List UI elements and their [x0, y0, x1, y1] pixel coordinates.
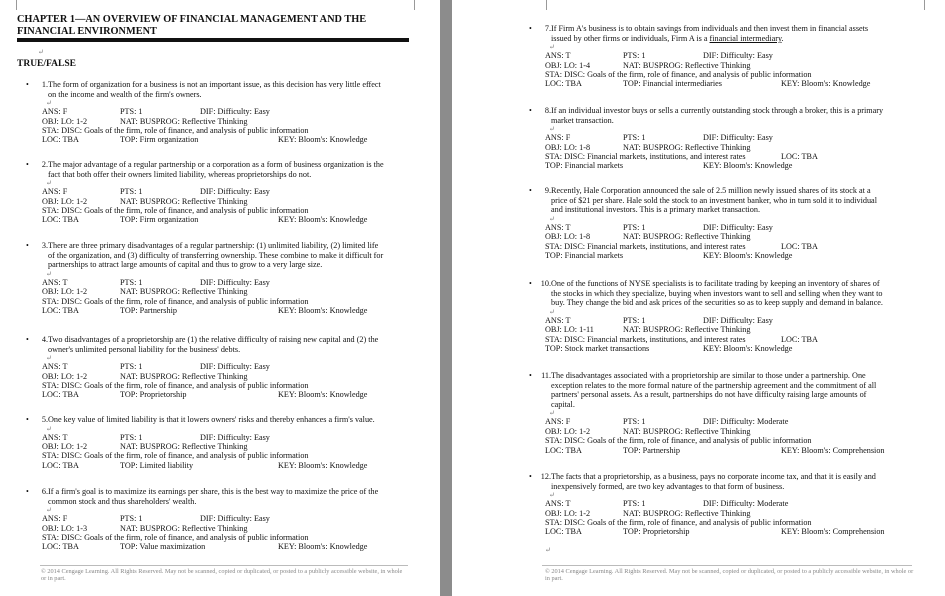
question-line: If an individual investor buys or sells a currently outstanding stock through a broker, this is a primary — [551, 106, 884, 115]
question-line: exception relates to the more formal nature of the partnership agreement and the commitment of all — [551, 380, 877, 390]
answer-meta-pts: PTS: 1 — [623, 417, 646, 427]
answer-meta-pts: PTS: 1 — [120, 187, 143, 197]
footer-rule — [40, 565, 408, 566]
answer-meta-nat: NAT: BUSPROG: Reflective Thinking — [623, 325, 751, 335]
question-number: 4. — [41, 335, 48, 344]
question-line: and institutional investors. This is a primary market transaction. — [551, 205, 761, 215]
answer-meta-sta: STA: DISC: Goals of the firm, role of finance, and analysis of public information — [42, 381, 309, 390]
bullet-icon: • — [26, 80, 29, 89]
question-text — [48, 80, 416, 99]
answer-meta-nat: NAT: BUSPROG: Reflective Thinking — [120, 287, 248, 297]
crop-mark — [6, 0, 17, 10]
paragraph-mark: ↵ — [549, 307, 555, 316]
question-number: 7. — [544, 24, 551, 33]
copyright-footer: © 2014 Cengage Learning. All Rights Reserved. May not be scanned, copied or duplicated, or posted to a publicly accessible website, in whole or in part. — [545, 568, 914, 583]
answer-meta-loc: LOC: TBA — [42, 460, 79, 470]
question-number: 3. — [41, 241, 48, 250]
answer-meta-obj: OBJ: LO: 1-2 — [42, 442, 88, 451]
answer-meta-ans: ANS: F — [42, 107, 68, 117]
answer-meta-pts: PTS: 1 — [623, 51, 646, 61]
answer-meta-dif: DIF: Difficulty: Easy — [200, 187, 270, 197]
answer-meta-nat: NAT: BUSPROG: Reflective Thinking — [120, 196, 248, 206]
answer-meta-ans: ANS: F — [42, 514, 68, 524]
answer-meta-sta: STA: DISC: Goals of the firm, role of finance, and analysis of public information — [42, 296, 309, 306]
answer-meta-nat: NAT: BUSPROG: Reflective Thinking — [623, 508, 751, 518]
answer-meta-dif: DIF: Difficulty: Easy — [703, 315, 773, 325]
answer-meta-ans: ANS: T — [545, 51, 571, 61]
answer-meta-pts: PTS: 1 — [623, 222, 646, 232]
answer-meta-obj: OBJ: LO: 1-4 — [545, 60, 591, 70]
answer-meta-top: TOP: Stock market transactions — [545, 344, 650, 353]
title-line: CHAPTER 1—AN OVERVIEW OF FINANCIAL MANAGEMENT AND THE — [17, 14, 367, 25]
question-text — [551, 24, 919, 43]
question-line: partnerships to attract large amounts of capital and thus to grow to a very large size. — [48, 260, 323, 270]
answer-meta-dif: DIF: Difficulty: Easy — [200, 277, 270, 287]
answer-meta-nat: NAT: BUSPROG: Reflective Thinking — [623, 60, 751, 70]
answer-meta-loc: LOC: TBA — [42, 390, 79, 400]
answer-meta-ans: ANS: F — [545, 417, 571, 427]
answer-meta-nat: NAT: BUSPROG: Reflective Thinking — [623, 232, 751, 242]
answer-meta-key: KEY: Bloom's: Comprehension — [781, 527, 885, 537]
question-line: partners' personal assets. As a result, partnerships do not have difficulty raising large amounts of — [551, 390, 867, 400]
question-number: 8. — [544, 106, 551, 115]
question-text — [48, 241, 416, 270]
answer-meta-pts: PTS: 1 — [120, 362, 143, 372]
answer-meta-sta: STA: DISC: Financial markets, institutions, and interest rates — [545, 334, 746, 344]
answer-meta-key: KEY: Bloom's: Knowledge — [278, 306, 368, 315]
answer-meta-obj: OBJ: LO: 1-2 — [42, 287, 88, 297]
answer-meta-ans: ANS: F — [42, 187, 68, 197]
right-page — [452, 0, 945, 596]
answer-meta-obj: OBJ: LO: 1-3 — [42, 523, 88, 533]
answer-meta-key: KEY: Bloom's: Knowledge — [703, 344, 793, 353]
question-line: There are three primary disadvantages of a regular partnership: (1) unlimited liability, (2) limited life — [48, 241, 379, 250]
answer-meta-obj: OBJ: LO: 1-8 — [545, 232, 591, 242]
paragraph-mark: ↵ — [549, 125, 555, 134]
question-line: One of the functions of NYSE specialists is to facilitate trading by keeping an inventory of shares of — [551, 279, 880, 288]
bullet-icon: • — [26, 335, 29, 344]
paragraph-mark: ↵ — [549, 43, 555, 52]
copyright-footer: © 2014 Cengage Learning. All Rights Reserved. May not be scanned, copied or duplicated, or posted to a publicly accessible website, in whole or in part. — [41, 568, 403, 583]
answer-meta-nat: NAT: BUSPROG: Reflective Thinking — [120, 371, 248, 381]
answer-meta-pts: PTS: 1 — [623, 133, 646, 143]
question-line: market transaction. — [551, 115, 614, 125]
question-text — [48, 415, 416, 425]
paragraph-mark: ↵ — [545, 546, 551, 554]
bullet-icon: • — [529, 186, 532, 195]
answer-meta-pts: PTS: 1 — [120, 432, 143, 442]
answer-meta-top: TOP: Financial markets — [545, 161, 624, 171]
answer-meta-ans: ANS: T — [42, 277, 68, 287]
crop-mark — [414, 0, 425, 10]
question-line: Two disadvantages of a proprietorship are (1) the relative difficulty of raising new capital and (2) the — [48, 335, 379, 344]
question-line: inexpensively formed, are two key advantages to that form of business. — [551, 481, 785, 491]
answer-meta-obj: OBJ: LO: 1-2 — [42, 116, 88, 126]
answer-meta-obj: OBJ: LO: 1-2 — [545, 508, 591, 518]
question-text — [48, 335, 416, 354]
question-line: The facts that a proprietorship, as a business, pays no corporate income tax, and that it is easily and — [551, 472, 876, 481]
question-number: 2. — [41, 160, 48, 169]
answer-meta-sta: STA: DISC: Goals of the firm, role of finance, and analysis of public information — [545, 70, 812, 79]
question-line: of the organization, and (3) difficulty of transferring ownership. These combine to make it difficult for — [48, 250, 384, 260]
answer-meta-top: TOP: Firm organization — [120, 135, 199, 145]
answer-meta-key: KEY: Bloom's: Knowledge — [278, 390, 368, 400]
answer-meta-top: TOP: Partnership — [120, 306, 177, 315]
paragraph-mark: ↵ — [46, 354, 52, 363]
paragraph-mark: ↵ — [46, 424, 52, 433]
answer-meta-ans: ANS: T — [42, 362, 68, 372]
answer-meta-dif: DIF: Difficulty: Easy — [200, 362, 270, 372]
answer-meta-obj: OBJ: LO: 1-2 — [42, 371, 88, 381]
answer-meta-loc: LOC: TBA — [42, 306, 79, 315]
answer-meta-pts: PTS: 1 — [120, 514, 143, 524]
answer-meta-top: TOP: Proprietorship — [120, 390, 187, 400]
bullet-icon: • — [26, 487, 29, 496]
answer-meta-pts: PTS: 1 — [120, 277, 143, 287]
answer-meta-pts: PTS: 1 — [623, 315, 646, 325]
answer-meta-nat: NAT: BUSPROG: Reflective Thinking — [120, 523, 248, 533]
title-rule — [17, 38, 409, 42]
question-line: owner's unlimited personal liability for the business' debts. — [48, 344, 241, 354]
answer-meta-ans: ANS: T — [545, 315, 571, 325]
answer-meta-sta: STA: DISC: Goals of the firm, role of finance, and analysis of public information — [545, 518, 812, 527]
question-text — [551, 106, 919, 125]
answer-meta-key: KEY: Bloom's: Knowledge — [278, 542, 368, 552]
question-text — [551, 472, 919, 491]
question-line: fact that both offer their owners limited liability, whereas proprietorships do not. — [48, 169, 312, 179]
bullet-icon: • — [529, 371, 532, 380]
paragraph-mark: ↵ — [46, 179, 52, 188]
bullet-icon: • — [529, 24, 532, 33]
answer-meta-nat: NAT: BUSPROG: Reflective Thinking — [623, 142, 751, 152]
answer-meta-dif: DIF: Difficulty: Moderate — [703, 417, 789, 427]
answer-meta-sta: STA: DISC: Goals of the firm, role of finance, and analysis of public information — [545, 436, 812, 446]
bullet-icon: • — [26, 415, 29, 424]
underlined-term: financial intermediary — [709, 33, 782, 43]
answer-meta-key: KEY: Bloom's: Knowledge — [278, 215, 368, 225]
answer-meta-sta: STA: DISC: Goals of the firm, role of finance, and analysis of public information — [42, 533, 309, 542]
answer-meta-obj: OBJ: LO: 1-11 — [545, 325, 594, 335]
answer-meta-loc2: LOC: TBA — [781, 152, 818, 161]
paragraph-mark: ↵ — [549, 409, 555, 418]
question-text — [551, 186, 919, 215]
question-number: 11. — [541, 371, 551, 380]
question-number: 9. — [544, 186, 551, 195]
question-text — [48, 487, 416, 506]
answer-meta-loc: LOC: TBA — [545, 79, 582, 89]
question-number: 5. — [41, 415, 48, 424]
question-line: capital. — [551, 399, 575, 409]
question-line: One key value of limited liability is that it lowers owners' risks and thereby enhances a firm's value. — [48, 415, 375, 424]
answer-meta-top: TOP: Proprietorship — [623, 527, 690, 537]
answer-meta-loc: LOC: TBA — [545, 445, 582, 455]
answer-meta-dif: DIF: Difficulty: Easy — [200, 107, 270, 117]
question-line: The major advantage of a regular partnership or a corporation as a form of business organization is the — [48, 160, 384, 169]
question-text — [48, 160, 416, 179]
question-line: Recently, Hale Corporation announced the sale of 2.5 million newly issued shares of its stock at a — [551, 186, 871, 195]
bullet-icon: • — [529, 106, 532, 115]
answer-meta-nat: NAT: BUSPROG: Reflective Thinking — [120, 116, 248, 126]
question-line: price of $21 per share. Hale sold the stock to an investment banker, who in turn sold it to individual — [551, 195, 877, 205]
question-line: buy. They change the bid and ask prices of the securities so as to keep supply and demand in balance. — [551, 298, 883, 308]
question-line: If Firm A's business is to obtain savings from individuals and then invest them in financial assets — [551, 24, 869, 33]
answer-meta-ans: ANS: T — [42, 432, 68, 442]
question-line: the stocks in which they specialize, buying when investors want to sell and selling when they want to — [551, 288, 883, 298]
question-line: The disadvantages associated with a proprietorship are similar to those under a partnership. One — [551, 371, 866, 380]
bullet-icon: • — [529, 279, 532, 288]
answer-meta-sta: STA: DISC: Financial markets, institutions, and interest rates — [545, 152, 746, 161]
answer-meta-loc: LOC: TBA — [42, 215, 79, 225]
bullet-icon: • — [529, 472, 532, 481]
answer-meta-obj: OBJ: LO: 1-2 — [545, 426, 591, 436]
answer-meta-top: TOP: Value maximization — [120, 542, 206, 552]
crop-mark — [536, 0, 547, 10]
paragraph-mark: ↵ — [549, 491, 555, 500]
answer-meta-dif: DIF: Difficulty: Easy — [703, 133, 773, 143]
answer-meta-nat: NAT: BUSPROG: Reflective Thinking — [623, 426, 751, 436]
answer-meta-top: TOP: Partnership — [623, 445, 680, 455]
answer-meta-nat: NAT: BUSPROG: Reflective Thinking — [120, 442, 248, 451]
answer-meta-sta: STA: DISC: Goals of the firm, role of finance, and analysis of public information — [42, 126, 309, 135]
paragraph-mark: ↵ — [549, 214, 555, 223]
answer-meta-key: KEY: Bloom's: Comprehension — [781, 445, 885, 455]
question-number: 12. — [540, 472, 551, 481]
section-heading: TRUE/FALSE — [17, 59, 76, 69]
answer-meta-ans: ANS: F — [545, 133, 571, 143]
answer-meta-obj: OBJ: LO: 1-2 — [42, 196, 88, 206]
crop-mark — [924, 0, 935, 10]
answer-meta-ans: ANS: T — [545, 499, 571, 509]
answer-meta-key: KEY: Bloom's: Knowledge — [781, 79, 871, 89]
answer-meta-dif: DIF: Difficulty: Easy — [200, 514, 270, 524]
answer-meta-loc2: LOC: TBA — [781, 334, 818, 344]
question-line: The form of organization for a business is not an important issue, as this decision has very little effect — [48, 80, 381, 89]
answer-meta-top: TOP: Financial intermediaries — [623, 79, 722, 89]
answer-meta-obj: OBJ: LO: 1-8 — [545, 142, 591, 152]
answer-meta-sta: STA: DISC: Financial markets, institutions, and interest rates — [545, 241, 746, 251]
answer-meta-loc: LOC: TBA — [42, 135, 79, 145]
answer-meta-top: TOP: Limited liability — [120, 460, 194, 470]
answer-meta-dif: DIF: Difficulty: Easy — [703, 51, 773, 61]
answer-meta-sta: STA: DISC: Goals of the firm, role of finance, and analysis of public information — [42, 206, 309, 215]
answer-meta-loc: LOC: TBA — [545, 527, 582, 537]
answer-meta-dif: DIF: Difficulty: Easy — [200, 432, 270, 442]
question-line: issued by other firms or individuals, Firm A is a financial intermediary. — [551, 33, 784, 43]
paragraph-mark: ↵ — [46, 506, 52, 515]
answer-meta-key: KEY: Bloom's: Knowledge — [278, 460, 368, 470]
question-text — [551, 371, 919, 409]
answer-meta-sta: STA: DISC: Goals of the firm, role of finance, and analysis of public information — [42, 451, 309, 461]
question-line: If a firm's goal is to maximize its earnings per share, this is the best way to maximize the price of the — [48, 487, 379, 496]
answer-meta-pts: PTS: 1 — [120, 107, 143, 117]
answer-meta-top: TOP: Firm organization — [120, 215, 199, 225]
answer-meta-dif: DIF: Difficulty: Moderate — [703, 499, 789, 509]
left-page — [0, 0, 440, 596]
paragraph-mark: ↵ — [46, 99, 52, 108]
question-number: 10. — [540, 279, 551, 288]
answer-meta-key: KEY: Bloom's: Knowledge — [278, 135, 368, 145]
paragraph-mark: ↵ — [38, 48, 44, 56]
answer-meta-key: KEY: Bloom's: Knowledge — [703, 161, 793, 171]
answer-meta-top: TOP: Financial markets — [545, 251, 624, 260]
answer-meta-loc: LOC: TBA — [42, 542, 79, 552]
bullet-icon: • — [26, 160, 29, 169]
question-number: 6. — [41, 487, 48, 496]
title-line: FINANCIAL ENVIRONMENT — [17, 26, 157, 37]
question-text — [551, 279, 919, 308]
question-number: 1. — [41, 80, 48, 89]
paragraph-mark: ↵ — [46, 269, 52, 278]
answer-meta-dif: DIF: Difficulty: Easy — [703, 222, 773, 232]
answer-meta-pts: PTS: 1 — [623, 499, 646, 509]
bullet-icon: • — [26, 241, 29, 250]
chapter-title — [17, 14, 409, 38]
question-line: common stock and thus shareholders' wealth. — [48, 496, 197, 506]
answer-meta-loc2: LOC: TBA — [781, 241, 818, 251]
answer-meta-key: KEY: Bloom's: Knowledge — [703, 251, 793, 260]
answer-meta-ans: ANS: T — [545, 222, 571, 232]
footer-rule — [542, 565, 912, 566]
question-line: on the income and wealth of the firm's owners. — [48, 89, 202, 99]
